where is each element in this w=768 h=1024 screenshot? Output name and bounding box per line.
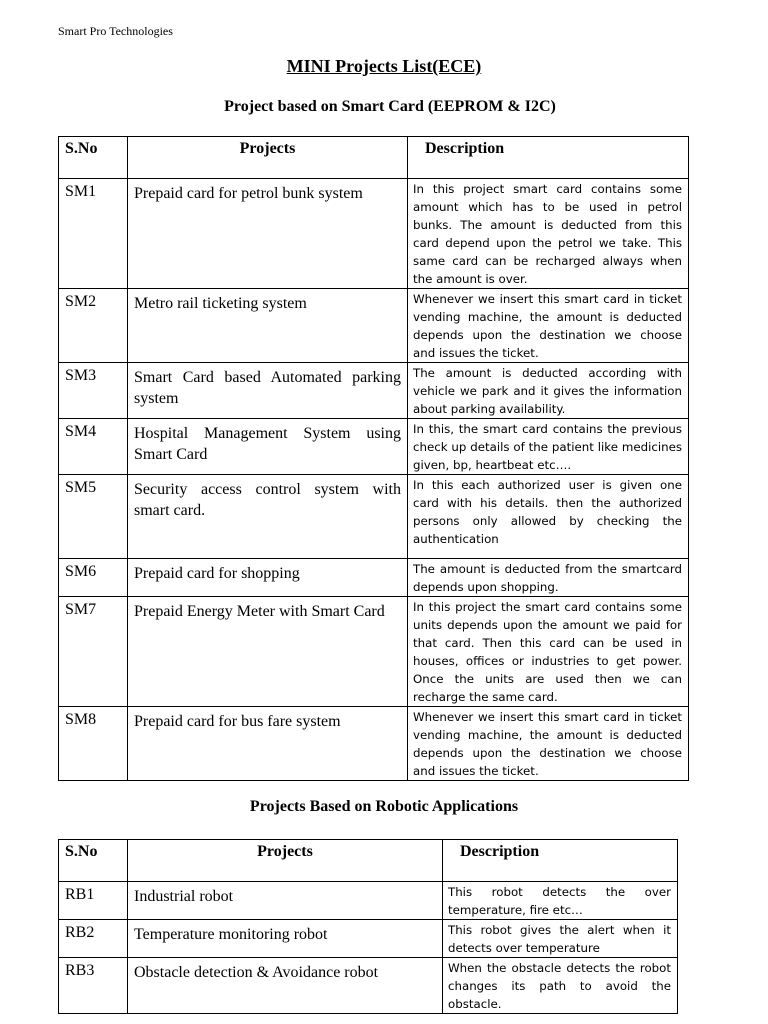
row-project: Security access control system with smart card. (128, 475, 408, 559)
page-title: MINI Projects List(ECE) (286, 56, 482, 76)
table-row (59, 289, 689, 363)
row-description: In this, the smart card contains the previous check up details of the patient like medicines given, bp, heartbeat etc…. (408, 419, 689, 475)
row-description: In this project smart card contains some amount which has to be used in petrol bunks. The amount is deducted from this card depend upon the petrol we take. This same card can be recharged always when the amount is over. (408, 179, 689, 289)
column-header-sno: S.No (59, 137, 128, 179)
row-description: The amount is deducted from the smartcard depends upon shopping. (408, 559, 689, 597)
section-title-robotics: Projects Based on Robotic Applications (249, 798, 519, 815)
row-description: The amount is deducted according with vehicle we park and it gives the information about parking availability. (408, 363, 689, 419)
row-project: Prepaid card for shopping (128, 559, 408, 597)
row-description: In this project the smart card contains some units depends upon the amount we paid for that card. Then this card can be used in houses, offices or industries to get power. Once the units are used then we can recharge the same card. (408, 597, 689, 707)
row-sno: SM8 (59, 707, 128, 781)
table-row (59, 179, 689, 289)
row-sno: RB2 (59, 920, 128, 958)
smart-card-projects-table (58, 136, 689, 781)
row-project: Prepaid card for bus fare system (128, 707, 408, 781)
table-row (59, 559, 689, 597)
company-name: Smart Pro Technologies (58, 24, 173, 38)
row-project: Obstacle detection & Avoidance robot (128, 958, 443, 1014)
section-title-smart-card: Project based on Smart Card (EEPROM & I2C) (224, 98, 556, 115)
column-header-projects: Projects (128, 840, 443, 882)
row-sno: SM7 (59, 597, 128, 707)
table-row (59, 363, 689, 419)
column-header-projects: Projects (128, 137, 408, 179)
table-row (59, 920, 678, 958)
robotics-projects-table (58, 839, 678, 1014)
table-header-row (59, 137, 689, 179)
row-sno: SM3 (59, 363, 128, 419)
column-header-description: Description (408, 137, 689, 179)
row-project: Hospital Management System using Smart Card (128, 419, 408, 475)
table-header-row (59, 840, 678, 882)
table-row (59, 475, 689, 559)
row-project: Prepaid Energy Meter with Smart Card (128, 597, 408, 707)
row-sno: SM4 (59, 419, 128, 475)
row-sno: RB1 (59, 882, 128, 920)
row-sno: SM6 (59, 559, 128, 597)
row-project: Prepaid card for petrol bunk system (128, 179, 408, 289)
row-sno: SM2 (59, 289, 128, 363)
row-description: Whenever we insert this smart card in ticket vending machine, the amount is deducted depends upon the destination we choose and issues the ticket. (408, 289, 689, 363)
row-description: In this each authorized user is given one card with his details. then the authorized persons only allowed by checking the authentication (408, 475, 689, 559)
row-project: Temperature monitoring robot (128, 920, 443, 958)
table-row (59, 882, 678, 920)
table-row (59, 419, 689, 475)
table-row (59, 707, 689, 781)
column-header-sno: S.No (59, 840, 128, 882)
table-row (59, 597, 689, 707)
row-description: This robot detects the over temperature, fire etc… (443, 882, 678, 920)
table-row (59, 958, 678, 1014)
row-description: This robot gives the alert when it detects over temperature (443, 920, 678, 958)
row-sno: SM5 (59, 475, 128, 559)
row-project: Industrial robot (128, 882, 443, 920)
row-description: Whenever we insert this smart card in ticket vending machine, the amount is deducted depends upon the destination we choose and issues the ticket. (408, 707, 689, 781)
column-header-description: Description (443, 840, 678, 882)
row-sno: RB3 (59, 958, 128, 1014)
row-project: Metro rail ticketing system (128, 289, 408, 363)
row-sno: SM1 (59, 179, 128, 289)
row-project: Smart Card based Automated parking system (128, 363, 408, 419)
row-description: When the obstacle detects the robot changes its path to avoid the obstacle. (443, 958, 678, 1014)
